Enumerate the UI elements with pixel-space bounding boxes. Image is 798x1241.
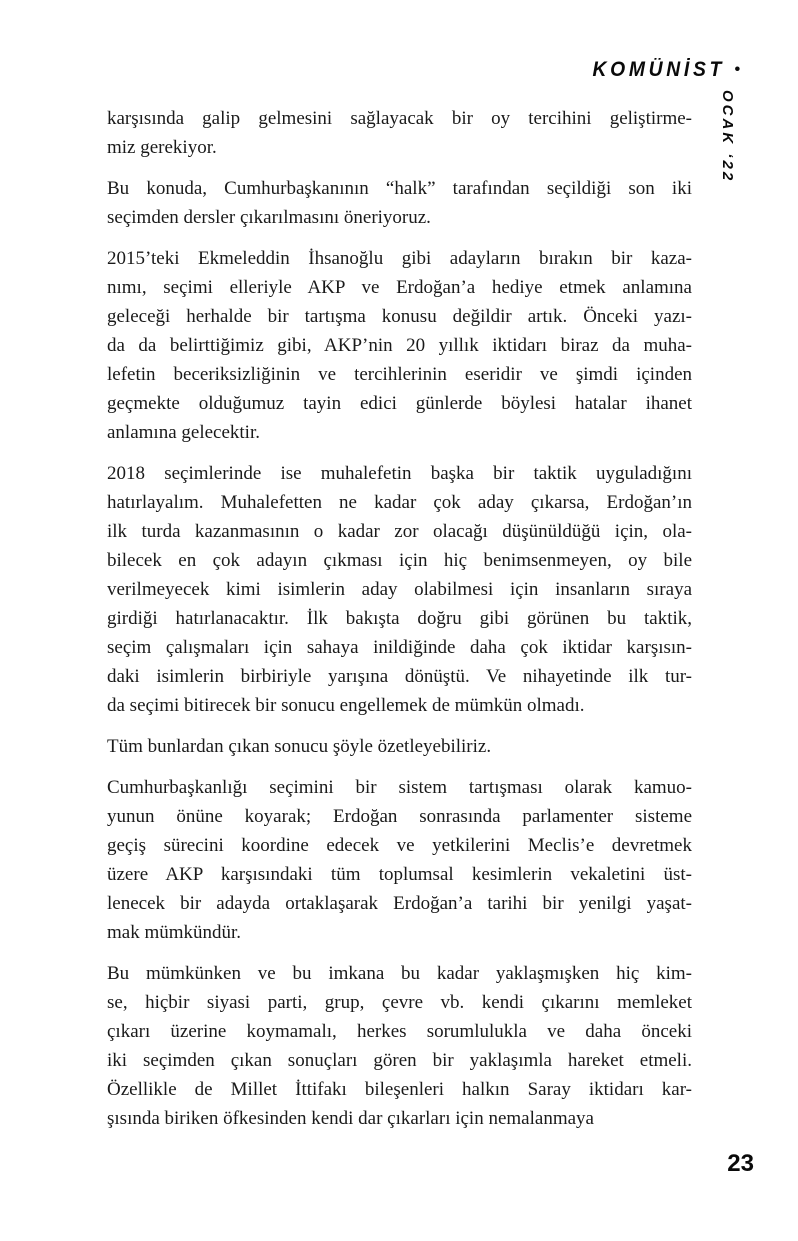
bullet-icon: • bbox=[734, 61, 740, 78]
text-line: karşısında galip gelmesini sağlayacak bir oy tercihini geliştirme- bbox=[107, 108, 692, 129]
text-line: lenecek bir adayda ortaklaşarak Erdoğan’a tarihi bir yenilgi yaşat- bbox=[107, 893, 692, 914]
paragraph bbox=[107, 959, 692, 1133]
text-line: Bu konuda, Cumhurbaşkanının “halk” tarafından seçildiği son iki bbox=[107, 178, 692, 199]
text-line: anlamına gelecektir. bbox=[107, 422, 260, 443]
text-line: ilk turda kazanmasının o kadar zor olacağı düşünüldüğü için, ola- bbox=[107, 521, 692, 542]
text-line: miz gerekiyor. bbox=[107, 137, 217, 158]
journal-title: KOMÜNİST bbox=[592, 58, 726, 81]
text-line: seçimden dersler çıkarılmasını öneriyoruz. bbox=[107, 207, 431, 228]
text-line: nımı, seçimi elleriyle AKP ve Erdoğan’a hediye etmek anlamına bbox=[107, 277, 692, 298]
text-line: Özellikle de Millet İttifakı bileşenleri halkın Saray iktidarı kar- bbox=[107, 1079, 692, 1100]
paragraph bbox=[107, 174, 692, 232]
text-line: 2018 seçimlerinde ise muhalefetin başka bir taktik uyguladığını bbox=[107, 463, 692, 484]
text-line: Bu mümkünken ve bu imkana bu kadar yaklaşmışken hiç kim- bbox=[107, 963, 692, 984]
text-line: mak mümkündür. bbox=[107, 922, 242, 943]
text-line: yunun önüne koyarak; Erdoğan sonrasında parlamenter sisteme bbox=[107, 806, 692, 827]
text-line: Cumhurbaşkanlığı seçimini bir sistem tartışması olarak kamuo- bbox=[107, 777, 692, 798]
article-body bbox=[107, 104, 692, 1133]
paragraph bbox=[107, 104, 692, 162]
paragraph bbox=[107, 244, 692, 447]
paragraph bbox=[107, 732, 692, 761]
page-number: 23 bbox=[727, 1150, 754, 1177]
paragraph bbox=[107, 773, 692, 947]
text-line: çıkarı üzerine koymamalı, herkes sorumlulukla ve daha önceki bbox=[107, 1021, 692, 1042]
text-line: da seçimi bitirecek bir sonucu engellemek de mümkün olmadı. bbox=[107, 695, 585, 716]
text-line: lefetin beceriksizliğinin ve tercihlerinin eseridir ve şimdi içinden bbox=[107, 364, 692, 385]
text-line: girdiği hatırlanacaktır. İlk bakışta doğru gibi görünen bu taktik, bbox=[107, 608, 692, 629]
text-line: geçiş sürecini koordine edecek ve yetkilerini Meclis’e devretmek bbox=[107, 835, 692, 856]
text-line: da da belirttiğimiz gibi, AKP’nin 20 yıllık iktidarı biraz da muha- bbox=[107, 335, 692, 356]
text-line: iki seçimden çıkan sonuçları gören bir yaklaşımla hareket etmeli. bbox=[107, 1050, 692, 1071]
paragraph bbox=[107, 459, 692, 720]
text-line: verilmeyecek kimi isimlerin aday olabilmesi için insanların sıraya bbox=[107, 579, 692, 600]
text-line: seçim çalışmaları için sahaya inildiğinde daha çok iktidar karşısın- bbox=[107, 637, 692, 658]
text-line: Tüm bunlardan çıkan sonucu şöyle özetleyebiliriz. bbox=[107, 736, 492, 757]
text-line: se, hiçbir siyasi parti, grup, çevre vb. kendi çıkarını memleket bbox=[107, 992, 692, 1013]
text-line: 2015’teki Ekmeleddin İhsanoğlu gibi adayların bırakın bir kaza- bbox=[107, 248, 692, 269]
text-line: geleceği herhalde bir tartışma konusu değildir artık. Önceki yazı- bbox=[107, 306, 692, 327]
text-line: daki isimlerin birbiriyle yarışına dönüştü. Ve nihayetinde ilk tur- bbox=[107, 666, 692, 687]
text-line: üzere AKP karşısındaki tüm toplumsal kesimlerin vekaletini üst- bbox=[107, 864, 692, 885]
page-header bbox=[581, 58, 740, 82]
text-line: şısında biriken öfkesinden kendi dar çıkarları için nemalanmaya bbox=[107, 1108, 594, 1129]
text-line: bilecek en çok adayın çıkması için hiç benimsenmeyen, oy bile bbox=[107, 550, 692, 571]
text-line: hatırlayalım. Muhalefetten ne kadar çok aday çıkarsa, Erdoğan’ın bbox=[107, 492, 692, 513]
text-line: geçmekte olduğumuz tayin edici günlerde böylesi hatalar ihanet bbox=[107, 393, 692, 414]
issue-date-label: OCAK ‘22 bbox=[719, 90, 736, 184]
